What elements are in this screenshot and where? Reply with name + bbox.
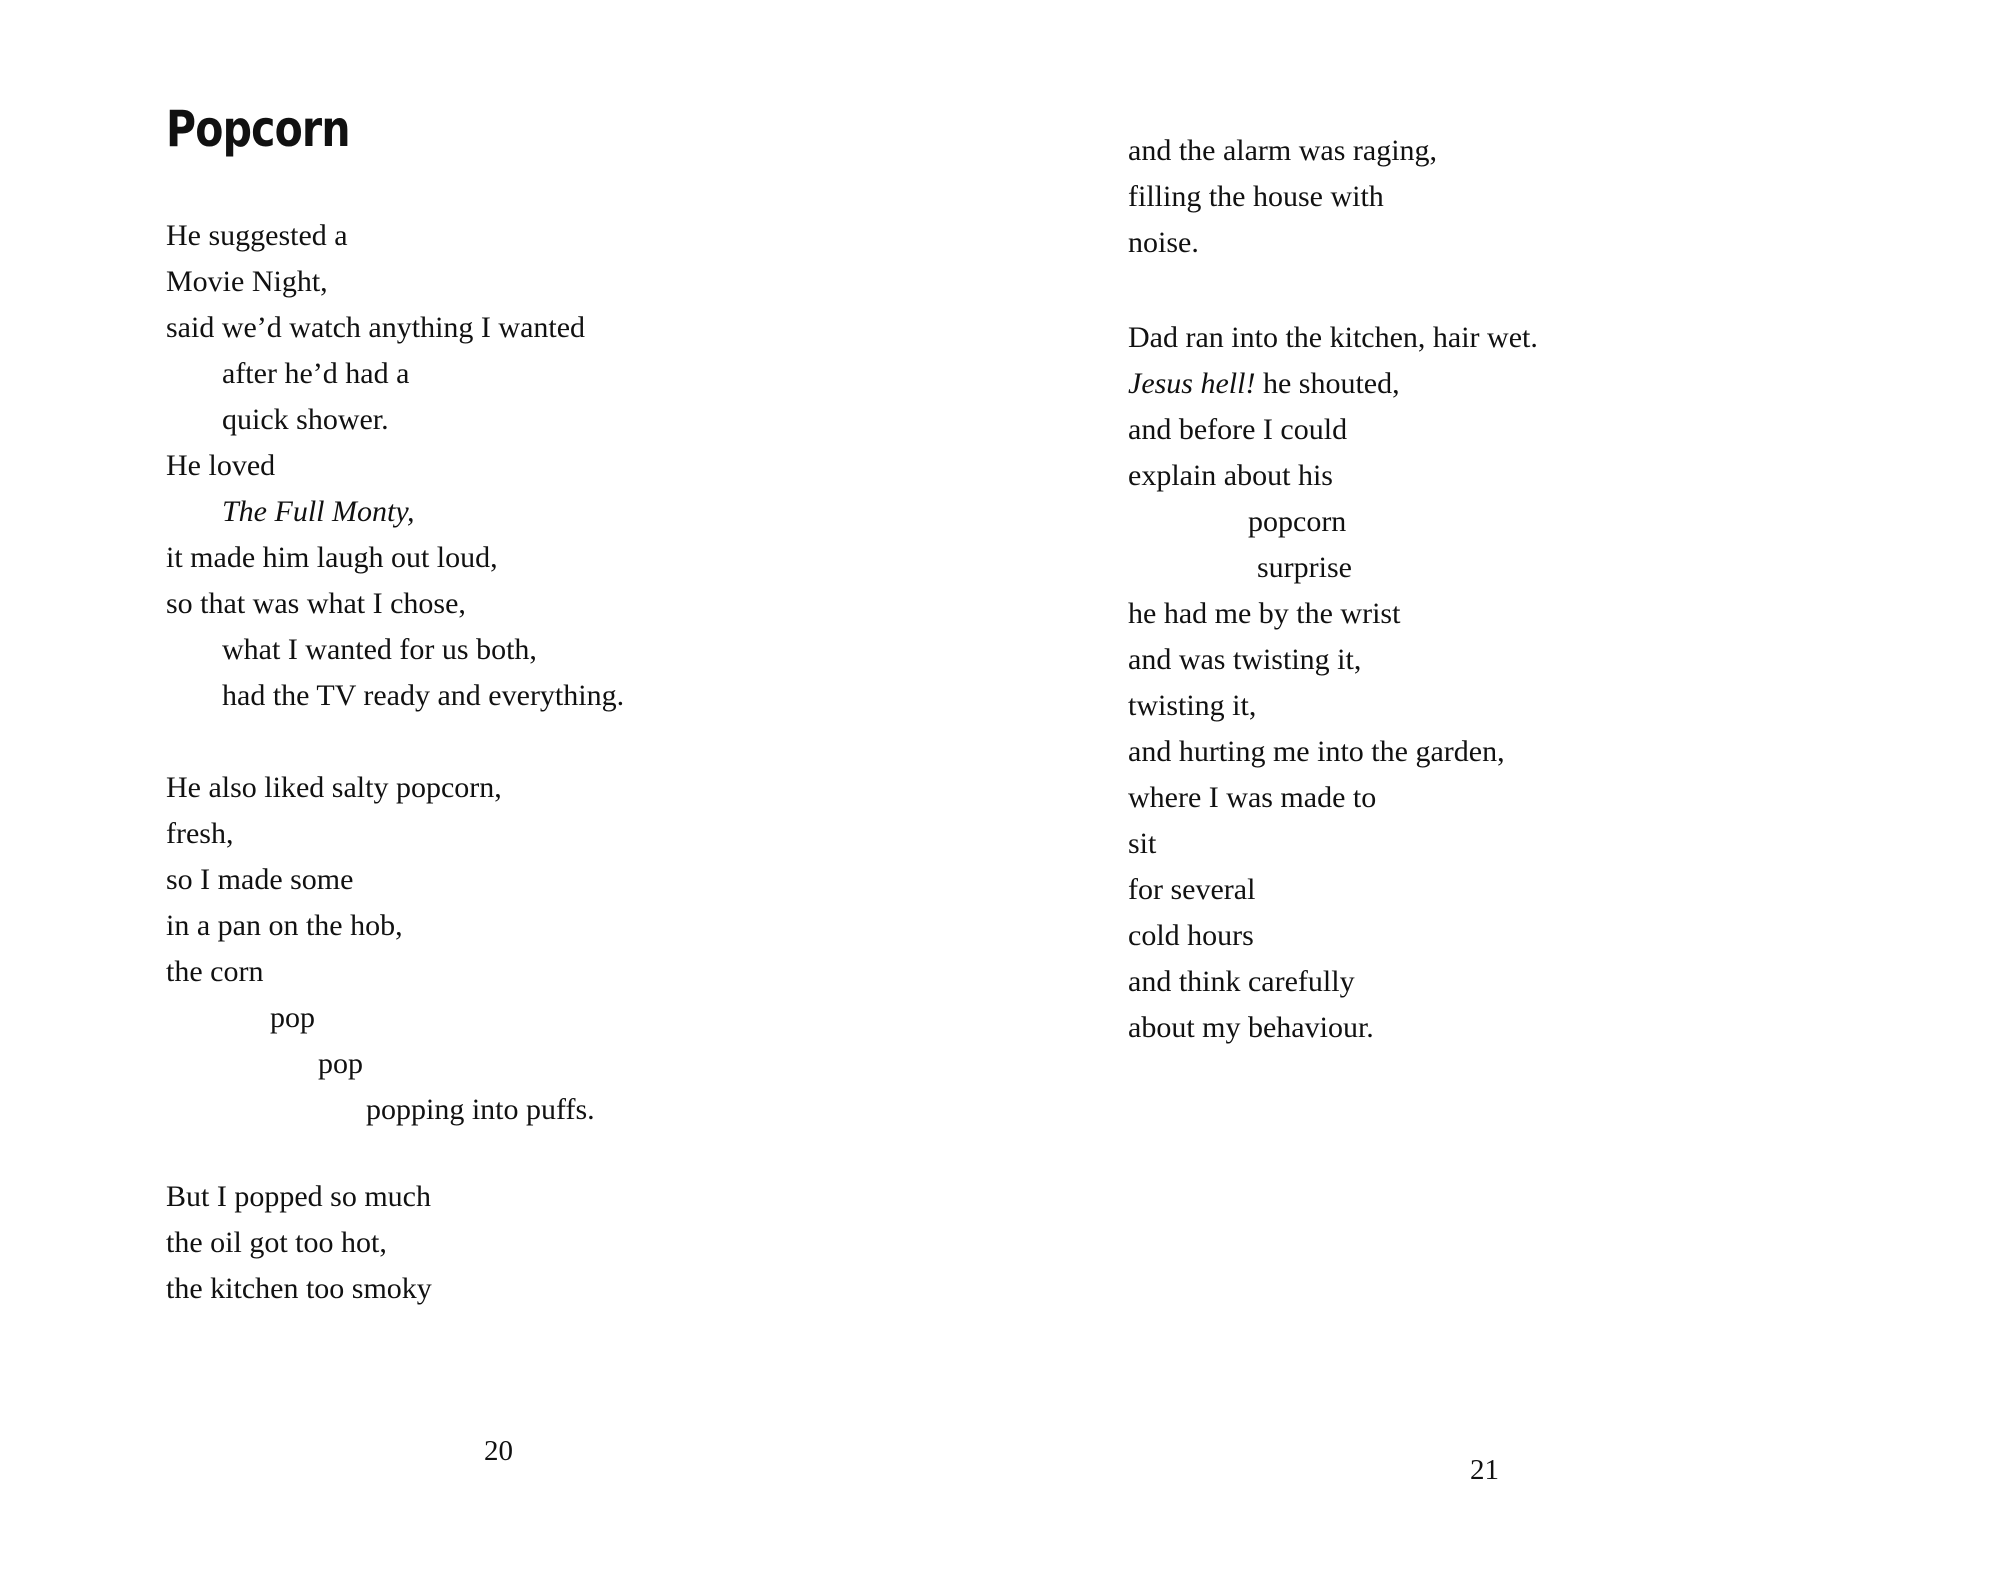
poem-line: and before I could	[1128, 413, 1348, 446]
poem-line: cold hours	[1128, 919, 1254, 952]
poem-line: in a pan on the hob,	[166, 909, 403, 942]
poem-line: the kitchen too smoky	[166, 1272, 432, 1305]
right-page	[1000, 0, 2000, 1596]
poem-line: pop	[270, 1001, 315, 1034]
poem-line: and hurting me into the garden,	[1128, 735, 1505, 768]
poem-line: about my behaviour.	[1128, 1011, 1374, 1044]
poem-line: said we’d watch anything I wanted	[166, 311, 586, 344]
poem-line: the corn	[166, 955, 264, 988]
poem-line: surprise	[1257, 551, 1352, 584]
poem-title: Popcorn	[166, 100, 350, 158]
stanza	[1128, 128, 1437, 266]
poem-line	[1128, 361, 1538, 407]
poem-line: he had me by the wrist	[1128, 597, 1401, 630]
poem-line: the oil got too hot,	[166, 1226, 387, 1259]
poem-line: He suggested a	[166, 219, 348, 252]
page-number: 20	[484, 1435, 513, 1467]
poem-line: filling the house with	[1128, 180, 1384, 213]
poem-line: noise.	[1128, 226, 1199, 259]
exclamation-tail: he shouted,	[1255, 367, 1400, 400]
poem-line: quick shower.	[222, 403, 389, 436]
poem-line-film-title: The Full Monty,	[222, 495, 415, 528]
poem-line: and the alarm was raging,	[1128, 134, 1438, 167]
poem-line: for several	[1128, 873, 1256, 906]
poem-line: popping into puffs.	[366, 1093, 595, 1126]
poem-line: where I was made to	[1128, 781, 1377, 814]
poem-line: what I wanted for us both,	[222, 633, 537, 666]
stanza	[1128, 315, 1538, 1051]
page-number: 21	[1470, 1454, 1499, 1486]
poem-line: Movie Night,	[166, 265, 328, 298]
poem-line: so I made some	[166, 863, 354, 896]
poem-line: He also liked salty popcorn,	[166, 771, 502, 804]
poem-line: sit	[1128, 827, 1157, 860]
poem-line: But I popped so much	[166, 1180, 431, 1213]
poem-line: and think carefully	[1128, 965, 1355, 998]
poem-line: pop	[318, 1047, 363, 1080]
poem-line: Dad ran into the kitchen, hair wet.	[1128, 321, 1538, 354]
poem-line: He loved	[166, 449, 276, 482]
poem-line: fresh,	[166, 817, 234, 850]
exclamation-italic: Jesus hell!	[1128, 367, 1256, 400]
poem-line: had the TV ready and everything.	[222, 679, 625, 712]
stanza	[166, 213, 624, 719]
poem-line: after he’d had a	[222, 357, 410, 390]
poem-line: explain about his	[1128, 459, 1333, 492]
poem-line: twisting it,	[1128, 689, 1257, 722]
poem-line: and was twisting it,	[1128, 643, 1362, 676]
poem-line: popcorn	[1248, 505, 1347, 538]
poem-line: so that was what I chose,	[166, 587, 466, 620]
stanza	[166, 765, 595, 1133]
stanza	[166, 1174, 432, 1312]
poem-line: it made him laugh out loud,	[166, 541, 498, 574]
